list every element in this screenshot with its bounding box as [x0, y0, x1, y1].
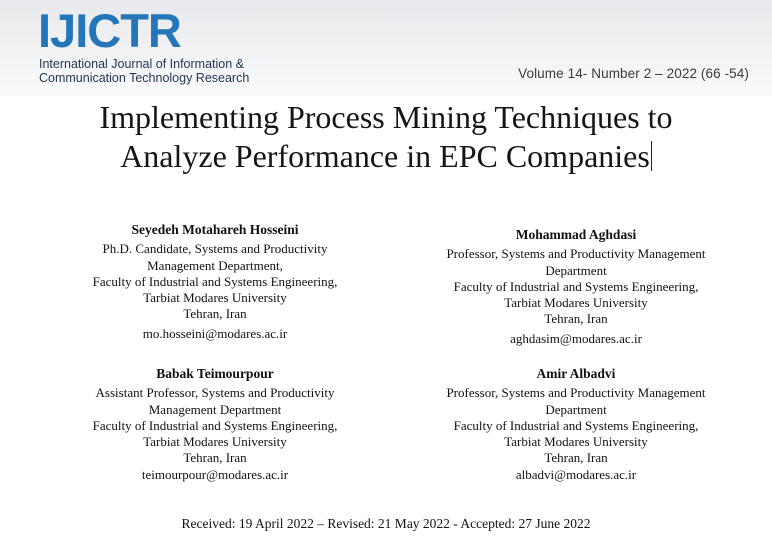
- author-email: teimourpour@modares.ac.ir: [141, 466, 289, 482]
- affiliation-line: Management Department: [148, 401, 282, 417]
- journal-header: [0, 0, 772, 96]
- author-email: mo.hosseini@modares.ac.ir: [142, 325, 288, 341]
- author-name: Seyedeh Motahareh Hosseini: [131, 222, 299, 237]
- affiliation-line: Tarbiat Modares University: [143, 290, 287, 306]
- affiliation-line: Tehran, Iran: [183, 450, 247, 466]
- author-block: [60, 222, 370, 342]
- paper-title-text: Analyze Performance in EPC Companies: [120, 138, 650, 174]
- journal-name-line: International Journal of Information &: [39, 57, 244, 71]
- text-cursor: [651, 141, 652, 171]
- affiliation-line: Tarbiat Modares University: [504, 295, 648, 311]
- paper-title-line: [0, 137, 772, 176]
- affiliation-line: Assistant Professor, Systems and Productivity: [95, 385, 335, 401]
- author-email: aghdasim@modares.ac.ir: [510, 330, 642, 346]
- affiliation-line: Faculty of Industrial and Systems Engineering,: [92, 417, 338, 433]
- affiliation-line: Ph.D. Candidate, Systems and Productivity: [102, 241, 328, 257]
- author-name: Babak Teimourpour: [156, 366, 274, 381]
- affiliation-line: Tarbiat Modares University: [143, 434, 287, 450]
- submission-dates: Received: 19 April 2022 – Revised: 21 May 2022 - Accepted: 27 June 2022: [181, 516, 591, 531]
- journal-full-name: [39, 57, 249, 85]
- affiliation-line: Faculty of Industrial and Systems Engineering,: [453, 417, 699, 433]
- paper-title: [0, 98, 772, 176]
- journal-name-line: Communication Technology Research: [39, 71, 250, 85]
- paper-title-line: Implementing Process Mining Techniques to: [99, 99, 673, 135]
- author-name: Amir Albadvi: [536, 366, 616, 381]
- affiliation-line: Tarbiat Modares University: [504, 434, 648, 450]
- affiliation-line: Tehran, Iran: [183, 306, 247, 322]
- author-block: [418, 366, 734, 483]
- affiliation-line: Professor, Systems and Productivity Management: [446, 385, 706, 401]
- author-block: [60, 366, 370, 483]
- journal-logo-text: IJICTR: [38, 4, 181, 57]
- affiliation-line: Tehran, Iran: [544, 311, 608, 327]
- affiliation-line: Department: [545, 262, 607, 278]
- affiliation-line: Professor, Systems and Productivity Management: [446, 246, 706, 262]
- affiliation-line: Faculty of Industrial and Systems Engineering,: [92, 273, 338, 289]
- author-name: Mohammad Aghdasi: [515, 227, 637, 242]
- journal-logo: [38, 4, 250, 85]
- affiliation-line: Management Department,: [147, 257, 283, 273]
- affiliation-line: Faculty of Industrial and Systems Engineering,: [453, 278, 699, 294]
- author-email: albadvi@modares.ac.ir: [515, 466, 637, 482]
- author-block: [418, 227, 734, 347]
- affiliation-line: Department: [545, 401, 607, 417]
- affiliation-line: Tehran, Iran: [544, 450, 608, 466]
- issue-info: Volume 14- Number 2 – 2022 (66 -54): [518, 66, 749, 81]
